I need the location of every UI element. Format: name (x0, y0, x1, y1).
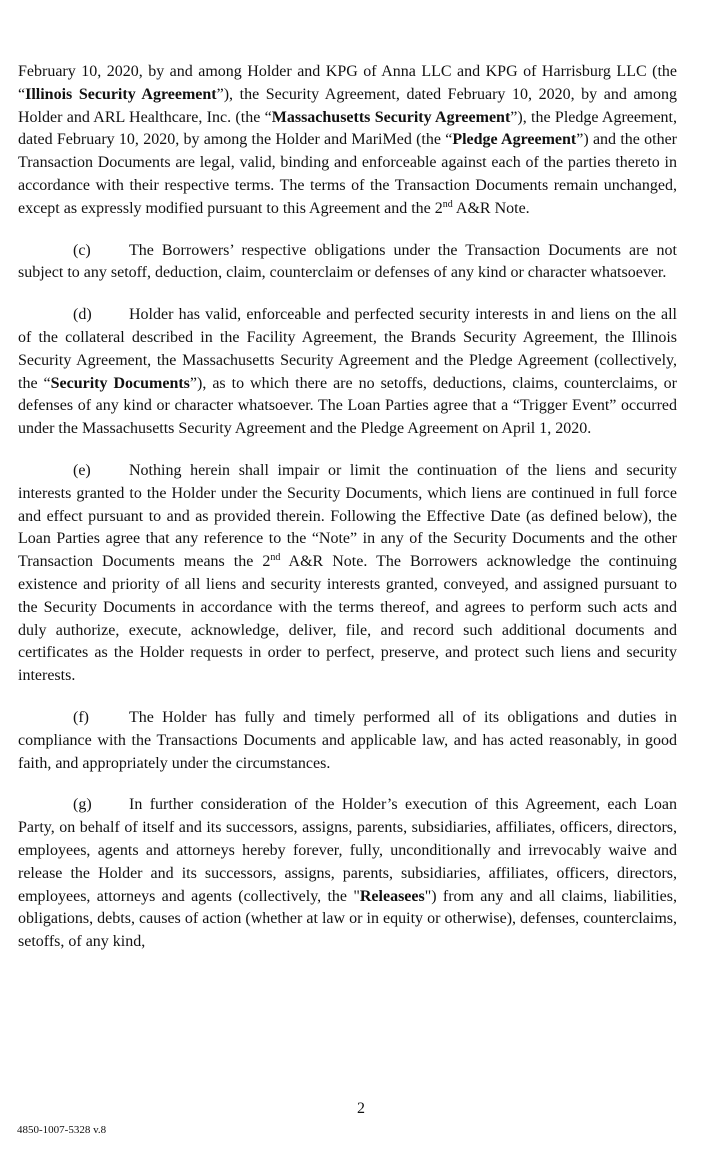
paragraph-label: (e) (73, 461, 91, 479)
text: ”), as to which there are no setoffs, deductions, claims, counterclaims, or defenses of any kind or character whatsoever. The Loan Parties agree that a “Trigger Event” occurred under the Massachusetts Security Agreement and the Pledge Agreement on April 1, 2020. (18, 374, 677, 438)
defined-term: Illinois Security Agreement (25, 85, 217, 103)
paragraph-d (18, 304, 677, 441)
text: ") from any and all claims, liabilities, obligations, debts, causes of action (whether at law or in equity or otherwise), defenses, counterclaims, setoffs, of any kind, (18, 887, 678, 951)
text: ”), the Security Agreement, dated February 10, 2020, by and among Holder and ARL Healthcare, Inc. (the “ (18, 85, 677, 126)
text: A&R Note. The Borrowers acknowledge the continuing existence and priority of all liens and security interests granted, conveyed, and assigned pursuant to the Security Documents in accordance with the terms thereof, and agrees to perform such acts and duly authorize, execute, acknowledge, deliver, file, and record such additional documents and certificates as the Holder requests in order to perfect, preserve, and protect such liens and security interests. (18, 553, 678, 685)
paragraph-g (18, 794, 677, 954)
paragraph-continued (18, 61, 677, 221)
defined-term: Security Documents (50, 374, 190, 392)
document-page (18, 61, 677, 973)
paragraph-label: (d) (73, 306, 92, 324)
text: ”) and the other Transaction Documents are legal, valid, binding and enforceable against each of the parties thereto in accordance with their respective terms. The terms of the Transaction Documents remain unchanged, except as expressly modified pursuant to this Agreement and the 2 (18, 131, 678, 217)
text: The Borrowers’ respective obligations under the Transaction Documents are not subject to any setoff, deduction, claim, counterclaim or defenses of any kind or character whatsoever. (18, 241, 677, 282)
defined-term: Massachusetts Security Agreement (271, 108, 511, 126)
text: Holder has valid, enforceable and perfected security interests in and liens on the all of the collateral described in the Facility Agreement, the Brands Security Agreement, the Illinois Security Agreement, the Massachusetts Security Agreement and the Pledge Agreement (collectively, the “ (18, 306, 677, 392)
paragraph-label: (g) (73, 796, 92, 814)
paragraph-e (18, 460, 677, 688)
text: Nothing herein shall impair or limit the continuation of the liens and security interests granted to the Holder under the Security Documents, which liens are continued in full force and effect pursuant to and as provided therein. Following the Effective Date (as defined below), the Loan Parties agree that any reference to the “Note” in any of the Security Documents and the other Transaction Documents means the 2 (18, 461, 677, 571)
superscript: nd (270, 552, 281, 564)
paragraph-label: (f) (73, 708, 89, 726)
page-number: 2 (357, 1100, 365, 1117)
paragraph-f (18, 707, 677, 775)
text: ”), the Pledge Agreement, dated February 10, 2020, by among the Holder and MariMed (the “ (18, 108, 677, 149)
superscript: nd (442, 198, 453, 210)
text: A&R Note. (452, 199, 530, 217)
document-id: 4850-1007-5328 v.8 (17, 1124, 107, 1136)
text: In further consideration of the Holder’s execution of this Agreement, each Loan Party, on behalf of itself and its successors, assigns, parents, subsidiaries, affiliates, officers, directors, employees, agents and attorneys hereby forever, fully, unconditionally and irrevocably waive and release the Holder and its successors, assigns, parents, subsidiaries, affiliates, officers, directors, employees, attorneys and agents (collectively, the " (18, 796, 677, 905)
text: February 10, 2020, by and among Holder and KPG of Anna LLC and KPG of Harrisburg LLC (the “ (18, 63, 677, 103)
defined-term: Releasees (359, 887, 425, 905)
paragraph-label: (c) (73, 241, 91, 259)
paragraph-c (18, 240, 677, 286)
text: The Holder has fully and timely performed all of its obligations and duties in compliance with the Transactions Documents and applicable law, and has acted reasonably, in good faith, and appropriately under the circumstances. (18, 708, 677, 772)
defined-term: Pledge Agreement (452, 131, 577, 149)
